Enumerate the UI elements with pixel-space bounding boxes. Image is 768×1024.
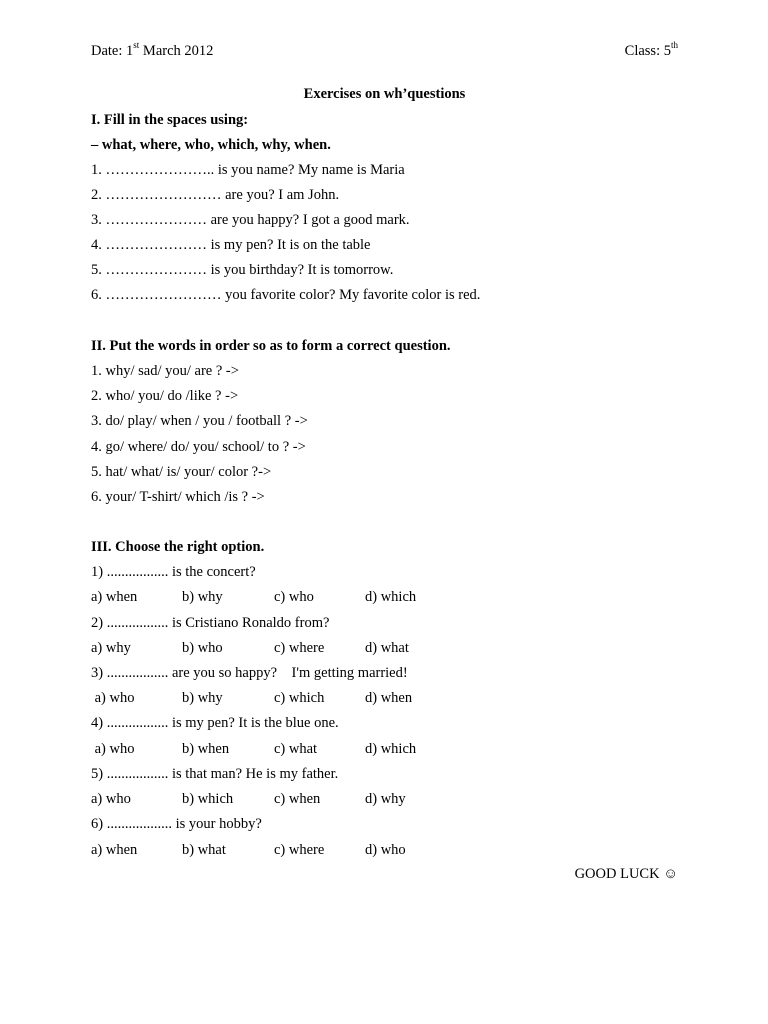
option: c) when	[274, 791, 321, 807]
option: b) why	[182, 690, 223, 706]
section2-item: 4. go/ where/ do/ you/ school/ to ? ->	[91, 439, 306, 455]
question-text: 3) ................. are you so happy? I'm getting married!	[91, 665, 408, 681]
section1-item: 6. …………………… you favorite color? My favorite color is red.	[91, 287, 481, 303]
section2-item: 1. why/ sad/ you/ are ? ->	[91, 363, 239, 379]
section1-item: 4. ………………… is my pen? It is on the table	[91, 237, 371, 253]
section1-item: 2. …………………… are you? I am John.	[91, 187, 340, 203]
date-line	[91, 40, 214, 60]
section2-item: 6. your/ T-shirt/ which /is ? ->	[91, 489, 265, 505]
option: c) where	[274, 640, 325, 656]
question-text: 6) .................. is your hobby?	[91, 816, 262, 832]
question-text: 2) ................. is Cristiano Ronaldo from?	[91, 615, 330, 631]
option: a) when	[91, 842, 138, 858]
class-sup: th	[670, 40, 678, 51]
page-title: Exercises on wh’questions	[303, 86, 466, 102]
class-line	[624, 40, 678, 60]
section2-item: 5. hat/ what/ is/ your/ color ?->	[91, 464, 272, 480]
class-prefix: Class: 5	[624, 43, 671, 59]
option: c) what	[274, 741, 318, 757]
date-prefix: Date: 1	[91, 43, 134, 59]
option: b) what	[182, 842, 226, 858]
option: c) which	[274, 690, 325, 706]
section1-item: 3. ………………… are you happy? I got a good mark.	[91, 212, 410, 228]
section1-item: 5. ………………… is you birthday? It is tomorrow.	[91, 262, 394, 278]
option: a) who	[91, 690, 135, 706]
smiley-icon: ☺	[663, 866, 678, 882]
section1-item: 1. ………………….. is you name? My name is Maria	[91, 162, 405, 178]
option: b) when	[182, 741, 230, 757]
option: a) why	[91, 640, 131, 656]
question-text: 1) ................. is the concert?	[91, 564, 256, 580]
date-sup: st	[133, 40, 140, 51]
question-text: 4) ................. is my pen? It is the blue one.	[91, 715, 339, 731]
option: d) who	[365, 842, 406, 858]
section2-item: 3. do/ play/ when / you / football ? ->	[91, 413, 308, 429]
section2-heading: II. Put the words in order so as to form a correct question.	[91, 338, 451, 354]
section1-words: – what, where, who, which, why, when.	[91, 137, 331, 153]
option: d) when	[365, 690, 413, 706]
good-luck-footer	[575, 866, 678, 883]
section3-heading: III. Choose the right option.	[91, 539, 265, 555]
section2-item: 2. who/ you/ do /like ? ->	[91, 388, 239, 404]
option: d) which	[365, 741, 417, 757]
date-suffix: March 2012	[139, 43, 214, 59]
option: b) why	[182, 589, 223, 605]
option: d) which	[365, 589, 417, 605]
header	[91, 40, 678, 63]
good-luck-text: GOOD LUCK	[574, 866, 664, 882]
option: a) when	[91, 589, 138, 605]
section1-heading: I. Fill in the spaces using:	[91, 112, 249, 128]
option: d) why	[365, 791, 406, 807]
option: c) who	[274, 589, 314, 605]
question-text: 5) ................. is that man? He is my father.	[91, 766, 339, 782]
option: a) who	[91, 791, 131, 807]
option: b) who	[182, 640, 223, 656]
option: b) which	[182, 791, 234, 807]
option: c) where	[274, 842, 325, 858]
option: a) who	[91, 741, 135, 757]
option: d) what	[365, 640, 409, 656]
